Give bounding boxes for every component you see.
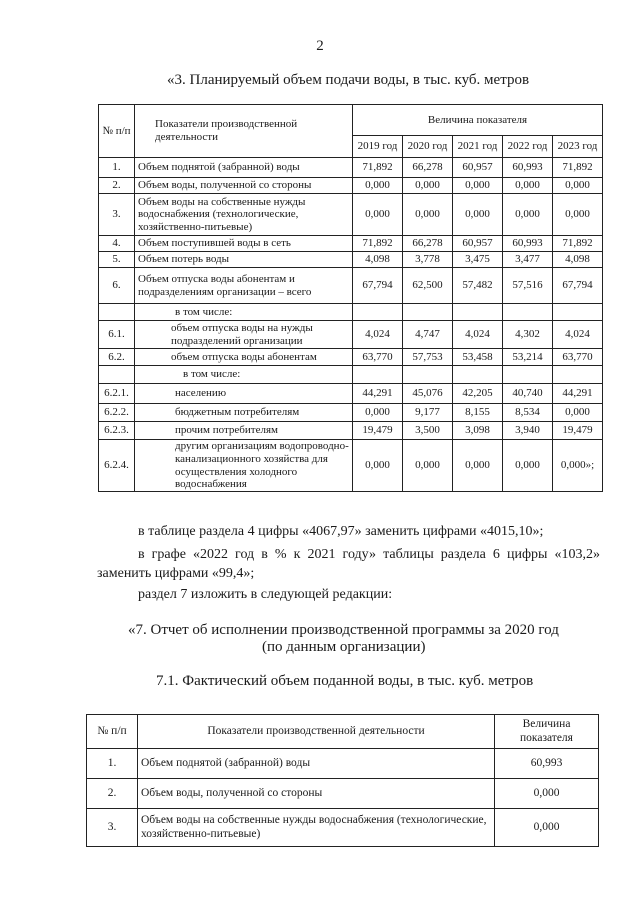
row-value xyxy=(503,366,553,384)
actual-water-supply-table xyxy=(86,714,599,847)
row-value: 71,892 xyxy=(553,236,603,252)
row-value: 60,957 xyxy=(453,158,503,178)
paragraph-2a: в графе «2022 год в % к 2021 году» таблицы раздела 6 цифры «103,2» xyxy=(138,547,600,562)
row-value: 3,098 xyxy=(453,422,503,440)
row-value: 45,076 xyxy=(403,384,453,404)
row-value: 67,794 xyxy=(353,268,403,304)
row-value xyxy=(403,366,453,384)
row-value: 9,177 xyxy=(403,404,453,422)
row-label: Объем поднятой (забранной) воды xyxy=(135,158,353,178)
header-year: 2021 год xyxy=(453,136,503,158)
row-number: 6.2. xyxy=(99,349,135,366)
table-row xyxy=(87,809,599,847)
row-label: объем отпуска воды на нужды подразделений организации xyxy=(135,321,353,349)
row-value: 71,892 xyxy=(553,158,603,178)
row-value xyxy=(453,304,503,321)
row-number: 6.2.4. xyxy=(99,440,135,492)
row-number: 6.1. xyxy=(99,321,135,349)
row-value: 40,740 xyxy=(503,384,553,404)
row-value: 0,000 xyxy=(503,440,553,492)
section-3-title: «3. Планируемый объем подачи воды, в тыс. куб. метров xyxy=(167,72,530,88)
row-number: 3. xyxy=(87,809,138,847)
row-value: 42,205 xyxy=(453,384,503,404)
table-row xyxy=(99,252,603,268)
row-value: 66,278 xyxy=(403,158,453,178)
row-value: 0,000 xyxy=(453,440,503,492)
row-value: 53,458 xyxy=(453,349,503,366)
row-label: Объем поступившей воды в сеть xyxy=(135,236,353,252)
header-year: 2019 год xyxy=(353,136,403,158)
row-value: 4,747 xyxy=(403,321,453,349)
row-value: 67,794 xyxy=(553,268,603,304)
row-value xyxy=(503,304,553,321)
table-row xyxy=(99,404,603,422)
table-row xyxy=(99,236,603,252)
row-value: 3,477 xyxy=(503,252,553,268)
header-indicators: Показатели производственной деятельности xyxy=(138,715,495,749)
row-value: 60,993 xyxy=(503,158,553,178)
row-value: 60,993 xyxy=(503,236,553,252)
row-value: 0,000 xyxy=(353,404,403,422)
section-7-title: «7. Отчет об исполнении производственной программы за 2020 год xyxy=(128,622,559,638)
row-value: 0,000 xyxy=(453,178,503,194)
section-7-1-title: 7.1. Фактический объем поданной воды, в тыс. куб. метров xyxy=(156,673,534,689)
row-value: 3,940 xyxy=(503,422,553,440)
row-number: 6. xyxy=(99,268,135,304)
row-value: 60,957 xyxy=(453,236,503,252)
row-value: 62,500 xyxy=(403,268,453,304)
row-value: 0,000 xyxy=(503,178,553,194)
table-row xyxy=(87,749,599,779)
row-number: 4. xyxy=(99,236,135,252)
table-row xyxy=(87,779,599,809)
row-value xyxy=(403,304,453,321)
row-label: Объем поднятой (забранной) воды xyxy=(138,749,495,779)
row-value: 19,479 xyxy=(553,422,603,440)
row-label: Объем воды, полученной со стороны xyxy=(135,178,353,194)
row-value: 57,753 xyxy=(403,349,453,366)
section-7-subtitle: (по данным организации) xyxy=(262,639,426,655)
row-value xyxy=(353,366,403,384)
row-label: бюджетным потребителям xyxy=(135,404,353,422)
row-value: 0,000 xyxy=(453,194,503,236)
row-value: 0,000 xyxy=(553,404,603,422)
row-label: Объем воды на собственные нужды водоснабжения (технологические, хозяйственно-питьевые) xyxy=(138,809,495,847)
row-number: 6.2.2. xyxy=(99,404,135,422)
row-value: 4,024 xyxy=(553,321,603,349)
row-value xyxy=(553,304,603,321)
table-row xyxy=(99,178,603,194)
row-value: 44,291 xyxy=(353,384,403,404)
row-value: 63,770 xyxy=(353,349,403,366)
row-value: 0,000 xyxy=(403,178,453,194)
row-value: 44,291 xyxy=(553,384,603,404)
row-value: 53,214 xyxy=(503,349,553,366)
header-number: № п/п xyxy=(99,105,135,158)
row-value: 57,482 xyxy=(453,268,503,304)
row-value: 4,302 xyxy=(503,321,553,349)
row-value: 4,098 xyxy=(353,252,403,268)
row-value: 0,000»; xyxy=(553,440,603,492)
row-number: 2. xyxy=(99,178,135,194)
row-value: 8,534 xyxy=(503,404,553,422)
row-value: 0,000 xyxy=(353,194,403,236)
row-value: 57,516 xyxy=(503,268,553,304)
header-value: Величина показателя xyxy=(353,105,603,136)
row-number: 6.2.1. xyxy=(99,384,135,404)
row-number: 1. xyxy=(99,158,135,178)
row-value: 4,024 xyxy=(453,321,503,349)
row-value: 0,000 xyxy=(553,178,603,194)
paragraph-3: раздел 7 изложить в следующей редакции: xyxy=(138,587,393,602)
row-number: 6.2.3. xyxy=(99,422,135,440)
row-value: 8,155 xyxy=(453,404,503,422)
table-row xyxy=(99,422,603,440)
row-number: 1. xyxy=(87,749,138,779)
table-row xyxy=(99,349,603,366)
row-number xyxy=(99,366,135,384)
row-value: 3,475 xyxy=(453,252,503,268)
row-value: 19,479 xyxy=(353,422,403,440)
header-value: Величина показателя xyxy=(495,715,599,749)
table-row xyxy=(99,268,603,304)
header-year: 2020 год xyxy=(403,136,453,158)
row-value: 60,993 xyxy=(495,749,599,779)
row-value: 0,000 xyxy=(403,440,453,492)
row-value: 63,770 xyxy=(553,349,603,366)
paragraph-1: в таблице раздела 4 цифры «4067,97» заменить цифрами «4015,10»; xyxy=(138,524,544,539)
row-label: населению xyxy=(135,384,353,404)
row-label: объем отпуска воды абонентам xyxy=(135,349,353,366)
row-value: 0,000 xyxy=(503,194,553,236)
row-value: 0,000 xyxy=(495,809,599,847)
table-row xyxy=(99,440,603,492)
row-label: Объем потерь воды xyxy=(135,252,353,268)
row-label: Объем воды, полученной со стороны xyxy=(138,779,495,809)
row-value: 0,000 xyxy=(553,194,603,236)
header-year: 2022 год xyxy=(503,136,553,158)
row-label: в том числе: xyxy=(135,366,353,384)
planned-water-supply-table xyxy=(98,104,603,492)
row-value xyxy=(553,366,603,384)
paragraph-2b: заменить цифрами «99,4»; xyxy=(97,566,255,581)
row-value: 4,098 xyxy=(553,252,603,268)
row-label: в том числе: xyxy=(135,304,353,321)
row-value xyxy=(353,304,403,321)
row-value: 71,892 xyxy=(353,236,403,252)
row-value: 3,778 xyxy=(403,252,453,268)
row-label: Объем отпуска воды абонентам и подразделениям организации – всего xyxy=(135,268,353,304)
row-label: прочим потребителям xyxy=(135,422,353,440)
header-indicators: Показатели производственной деятельности xyxy=(135,105,353,158)
row-value xyxy=(453,366,503,384)
page-number: 2 xyxy=(316,38,324,54)
table-row xyxy=(99,158,603,178)
row-value: 71,892 xyxy=(353,158,403,178)
row-value: 0,000 xyxy=(353,178,403,194)
row-number: 3. xyxy=(99,194,135,236)
row-value: 4,024 xyxy=(353,321,403,349)
table-row xyxy=(99,366,603,384)
row-value: 0,000 xyxy=(495,779,599,809)
row-value: 3,500 xyxy=(403,422,453,440)
row-value: 0,000 xyxy=(403,194,453,236)
row-value: 66,278 xyxy=(403,236,453,252)
row-number: 2. xyxy=(87,779,138,809)
table-row xyxy=(99,321,603,349)
table-row xyxy=(99,194,603,236)
row-label: Объем воды на собственные нужды водоснабжения (технологические, хозяйственно-питьевые) xyxy=(135,194,353,236)
header-number: № п/п xyxy=(87,715,138,749)
header-year: 2023 год xyxy=(553,136,603,158)
table-row xyxy=(99,304,603,321)
row-value: 0,000 xyxy=(353,440,403,492)
row-number xyxy=(99,304,135,321)
row-number: 5. xyxy=(99,252,135,268)
table-row xyxy=(99,384,603,404)
row-label: другим организациям водопроводно-канализационного хозяйства для осуществления холодного водоснабжения xyxy=(135,440,353,492)
